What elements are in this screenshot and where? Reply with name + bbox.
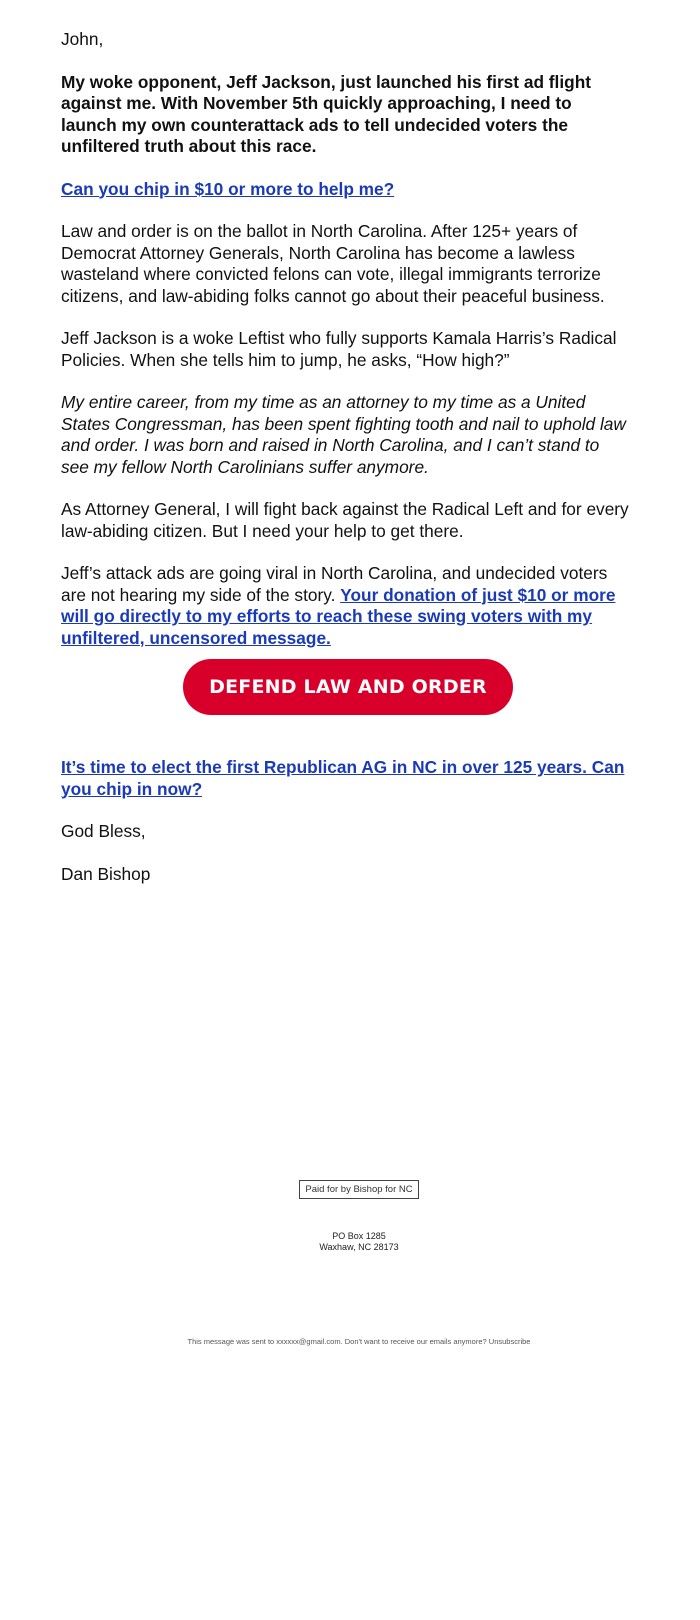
law-order-paragraph: Law and order is on the ballot in North Carolina. After 125+ years of Democrat Attorney Generals, North Carolina has become a lawless wasteland where convicted felons can vote, illegal immigrants terrorize citizens, and law-abiding folks cannot go about their peaceful business.	[61, 221, 605, 306]
unsubscribe-notice-inner	[188, 1337, 531, 1346]
email-body	[61, 29, 631, 906]
elect-paragraph	[61, 757, 631, 800]
viral-paragraph	[61, 563, 631, 649]
paid-for-container	[0, 1179, 700, 1199]
sent-to-text: This message was sent to xxxxxx@gmail.com. Don't want to receive our emails anymore?	[187, 1337, 487, 1346]
chip-in-link[interactable]: Can you chip in $10 or more to help me?	[61, 178, 395, 199]
donation-link[interactable]: Your donation of just $10 or more will go directly to my efforts to reach these swing voters with my unfiltered, uncensored message.	[61, 584, 616, 648]
chip-in-paragraph	[61, 179, 631, 201]
address-line-2: Waxhaw, NC 28173	[319, 1242, 399, 1252]
career-paragraph: My entire career, from my time as an attorney to my time as a United States Congressman, has been spent fighting tooth and nail to uphold law and order. I was born and raised in North Carolina, and I can’t stand to see my fellow North Carolinians suffer anymore.	[61, 392, 626, 477]
defend-law-and-order-button[interactable]: DEFEND LAW AND ORDER	[183, 659, 513, 715]
viral-text: Jeff’s attack ads are going viral in North Carolina, and undecided voters are not hearing my side of the story.	[61, 563, 608, 605]
greeting: John,	[61, 29, 104, 49]
signature: Dan Bishop	[61, 863, 151, 884]
elect-link[interactable]: It’s time to elect the first Republican AG in NC in over 125 years. Can you chip in now?	[61, 757, 625, 799]
unsubscribe-notice	[0, 1337, 700, 1346]
unsubscribe-link[interactable]: Unsubscribe	[488, 1337, 531, 1346]
mailing-address	[0, 1231, 700, 1253]
jackson-paragraph: Jeff Jackson is a woke Leftist who fully supports Kamala Harris’s Radical Policies. When she tells him to jump, he asks, “How high?”	[61, 328, 617, 370]
address-line-1: PO Box 1285	[332, 1231, 386, 1241]
attorney-general-paragraph: As Attorney General, I will fight back against the Radical Left and for every law-abiding citizen. But I need your help to get there.	[61, 499, 629, 541]
paid-for-disclaimer: Paid for by Bishop for NC	[299, 1180, 418, 1199]
signoff: God Bless,	[61, 821, 146, 841]
cta-container	[61, 659, 631, 715]
intro-paragraph: My woke opponent, Jeff Jackson, just launched his first ad flight against me. With November 5th quickly approaching, I need to launch my own counterattack ads to tell undecided voters the unfiltered truth about this race.	[61, 71, 592, 156]
